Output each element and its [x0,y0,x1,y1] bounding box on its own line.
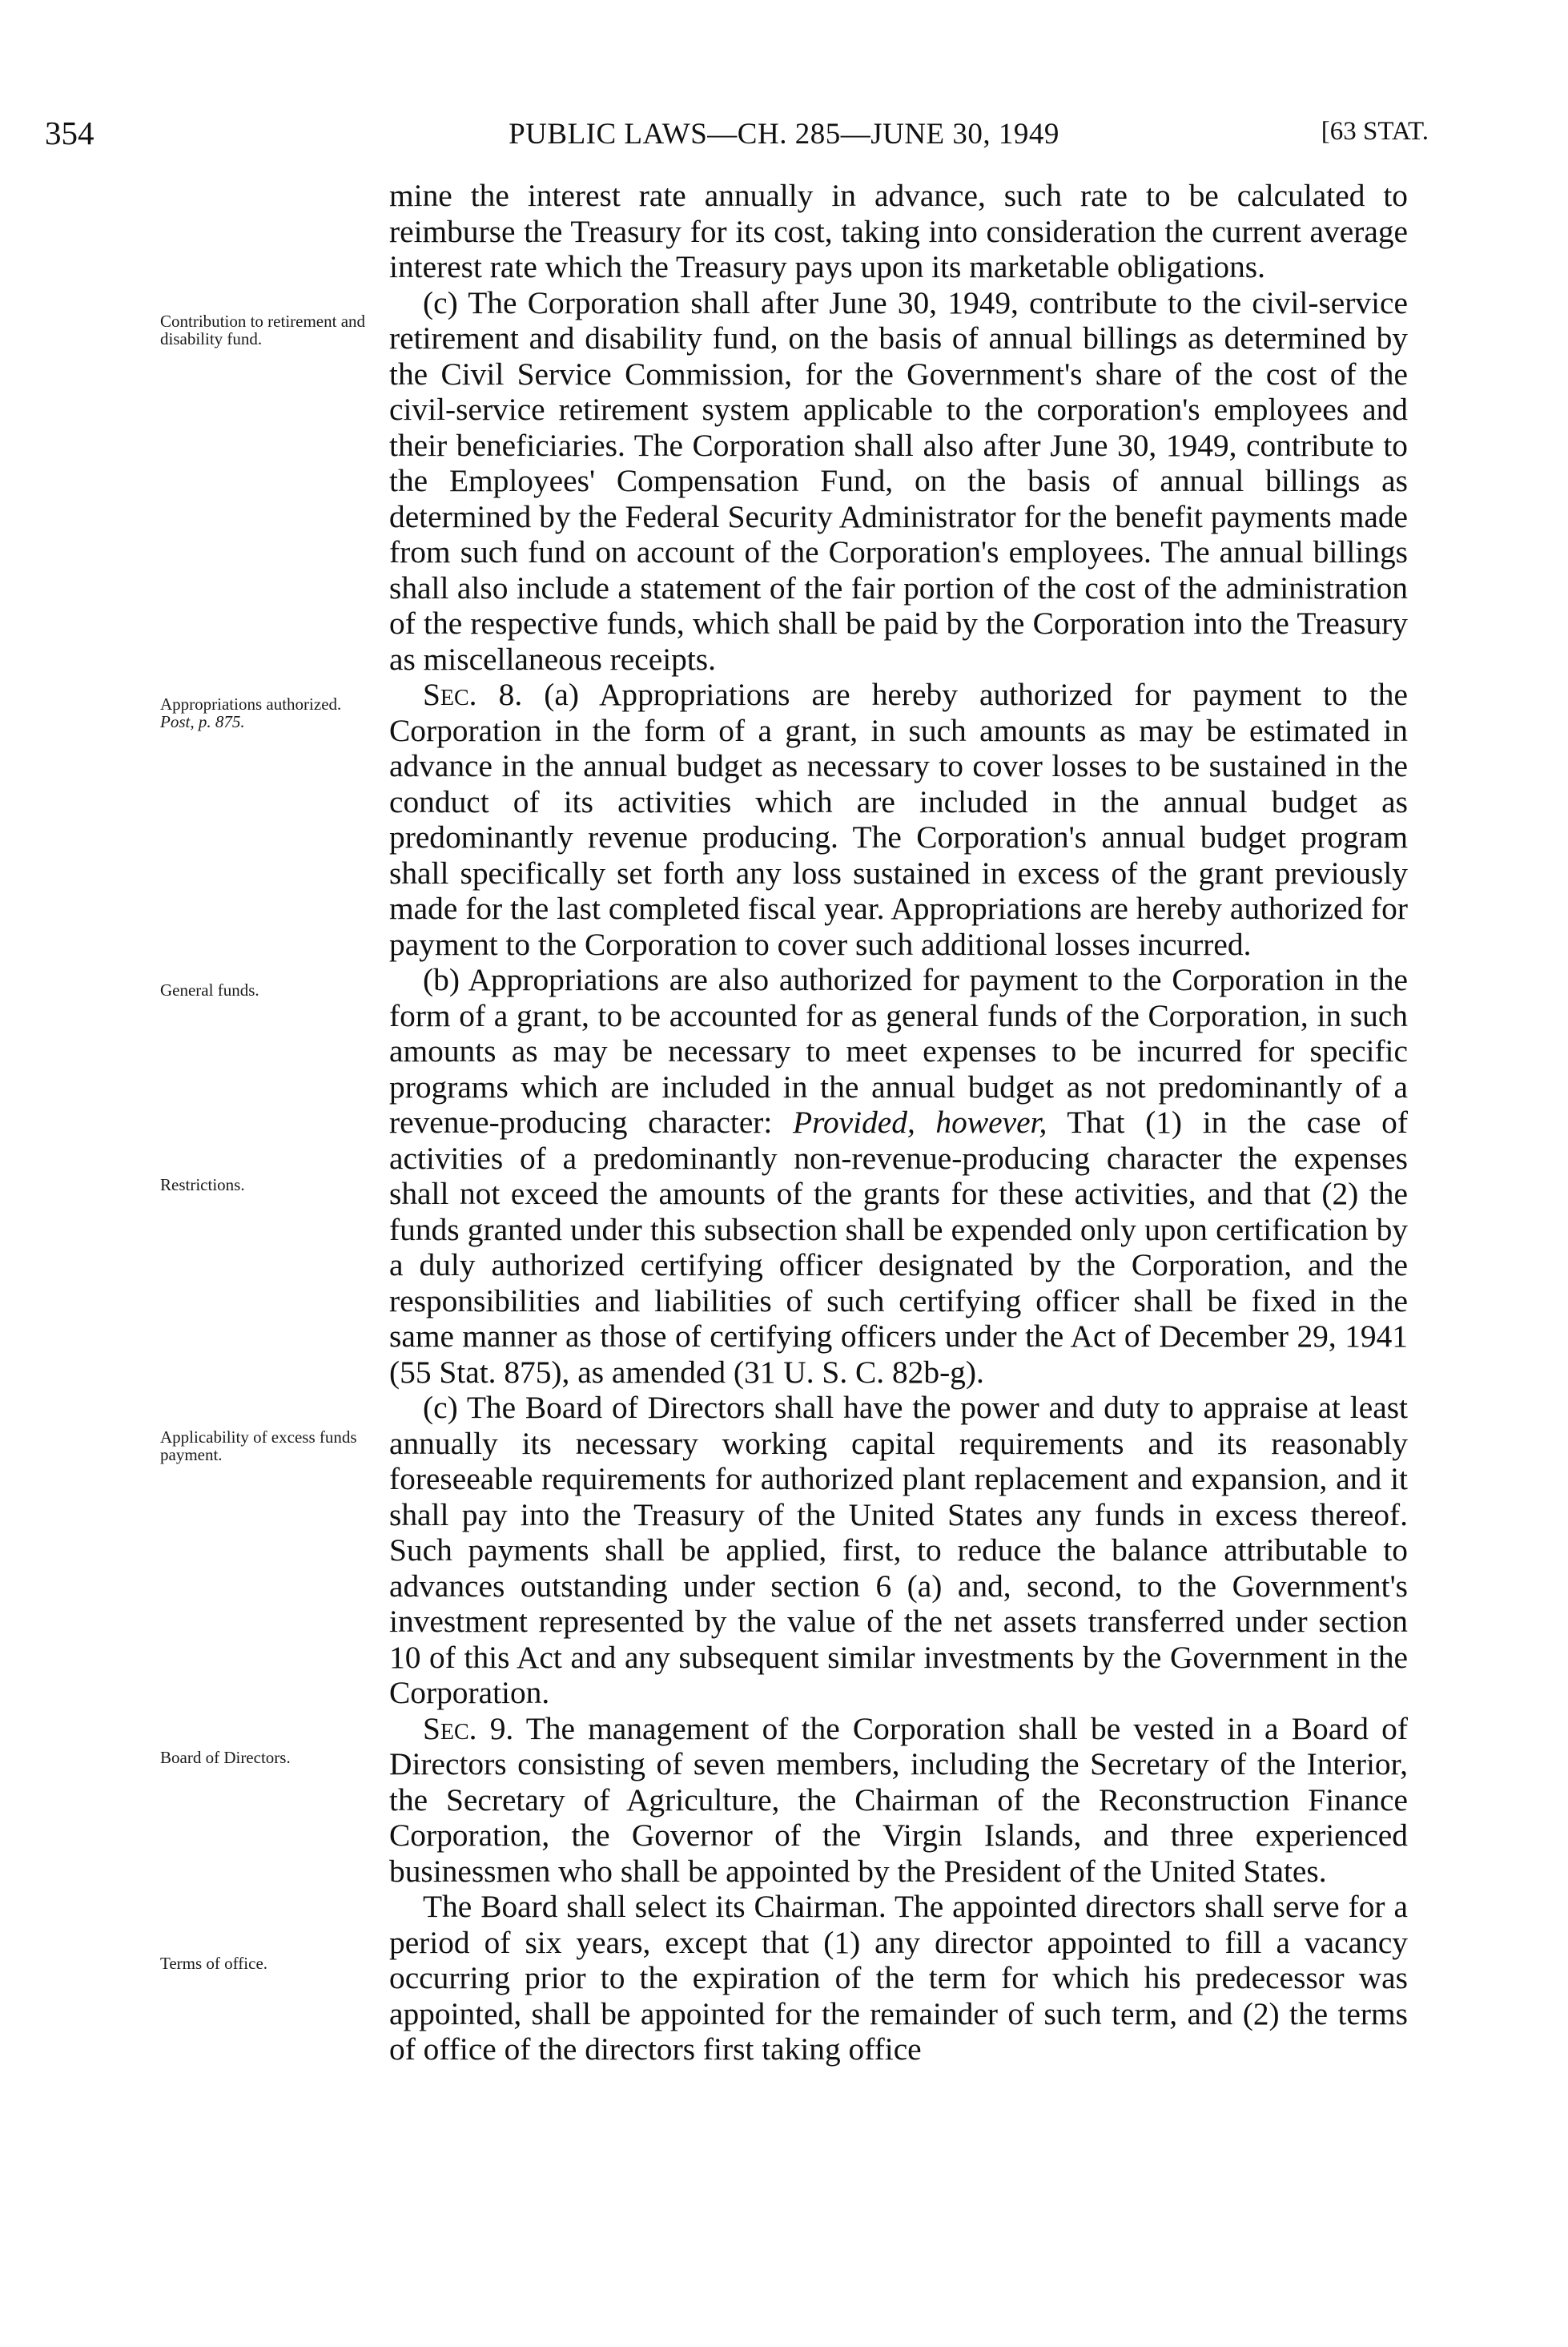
section-8b-text-pre: (b) Appropriations are also authorized for payment to the Corporation in the form of a grant, to be accounted for as general funds of the Corporation, in such amounts as may be necessary to meet expenses to be incurred for specific programs which are included in the annual budget as not predominantly of a revenue-producing character: [389,962,1408,1140]
paragraph-section-8a [389,677,1408,962]
running-title: PUBLIC LAWS—CH. 285—JUNE 30, 1949 [509,118,1059,151]
paragraph-retirement-contribution: (c) The Corporation shall after June 30, 1949, contribute to the civil-service retirement and disability fund, on the basis of annual billings as determined by the Civil Service Commission, for the Government's share of the cost of the civil-service retirement system applicable to the corporation's employees and their beneficiaries. The Corporation shall also after June 30, 1949, contribute to the Employees' Compensation Fund, on the basis of annual billings as determined by the Federal Security Administrator for the benefit payments made from such fund on account of the Corporation's employees. The annual billings shall also include a statement of the fair portion of the cost of the administration of the respective funds, which shall be paid by the Corporation into the Treasury as miscellaneous receipts. [389,284,1408,677]
section-8b-text-post: That (1) in the case of activities of a predominantly non-revenue-producing character the expenses shall not exceed the amounts of the grants for these activities, and that (2) the funds granted under this subsection shall be expended only upon certification by a duly authorized certifying officer designated by the Corporation, and the responsibilities and liabilities of such certifying officer shall be fixed in the same manner as those of certifying officers under the Act of December 29, 1941 (55 Stat. 875), as amended (31 U. S. C. 82b-g). [389,1105,1408,1390]
page-header [0,114,1568,154]
statute-body [389,178,1408,2067]
paragraph-section-9 [389,1711,1408,1890]
volume-reference: [63 STAT. [1321,117,1429,146]
section-9-label: Sec. 9. [423,1710,514,1746]
paragraph-terms-of-office: The Board shall select its Chairman. The appointed directors shall serve for a period of six years, except that (1) any director appointed to fill a vacancy occurring prior to the expiration of the term for which his predecessor was appointed, shall be appointed for the remainder of such term, and (2) the terms of office of the directors first taking office [389,1889,1408,2067]
margin-note-excess-funds: Applicability of excess funds payment. [160,1427,357,1464]
proviso-italic: Provided, however, [793,1105,1047,1140]
margin-note-board-of-directors: Board of Directors. [160,1748,291,1767]
paragraph-section-8c: (c) The Board of Directors shall have the power and duty to appraise at least annually its necessary working capital requirements and its reasonably foreseeable requirements for authorized plant replacement and expansion, and it shall pay into the Treasury of the United States any funds in excess thereof. Such payments shall be applied, first, to reduce the balance attributable to advances outstanding under section 6 (a) and, second, to the Government's investment represented by the value of the net assets transferred under section 10 of this Act and any subsequent similar investments by the Government in the Corporation. [389,1390,1408,1710]
margin-note-appropriations-text: Appropriations authorized. [160,694,342,714]
section-9-text: The management of the Corporation shall be vested in a Board of Directors consisting of seven members, including the Secretary of the Interior, the Secretary of Agriculture, the Chairman of the Reconstruction Finance Corporation, the Governor of the Virgin Islands, and three experienced businessmen who shall be appointed by the President of the United States. [389,1710,1408,1889]
margin-note-post-reference: Post, p. 875. [160,712,245,731]
section-8-label: Sec. 8. [423,677,523,712]
margin-note-restrictions: Restrictions. [160,1175,245,1194]
section-8a-text: (a) Appropriations are hereby authorized for payment to the Corporation in the form of a grant, in such amounts as may be estimated in advance in the annual budget as necessary to cover losses to be sustained in the conduct of its activities which are included in the annual budget as predominantly revenue producing. The Corporation's annual budget program shall specifically set forth any loss sustained in excess of the grant previously made for the last completed fiscal year. Appropriations are hereby authorized for payment to the Corporation to cover such additional losses incurred. [389,677,1408,962]
margin-note-retirement-fund: Contribution to retirement and disability fund. [160,312,366,348]
margin-note-general-funds: General funds. [160,980,259,1000]
paragraph-section-8b [389,962,1408,1390]
margin-note-terms-of-office: Terms of office. [160,1954,268,1973]
paragraph-interest-rate: mine the interest rate annually in advance, such rate to be calculated to reimburse the Treasury for its cost, taking into consideration the current average interest rate which the Treasury pays upon its marketable obligations. [389,178,1408,284]
page-number: 354 [45,115,94,151]
margin-note-appropriations [160,695,376,731]
